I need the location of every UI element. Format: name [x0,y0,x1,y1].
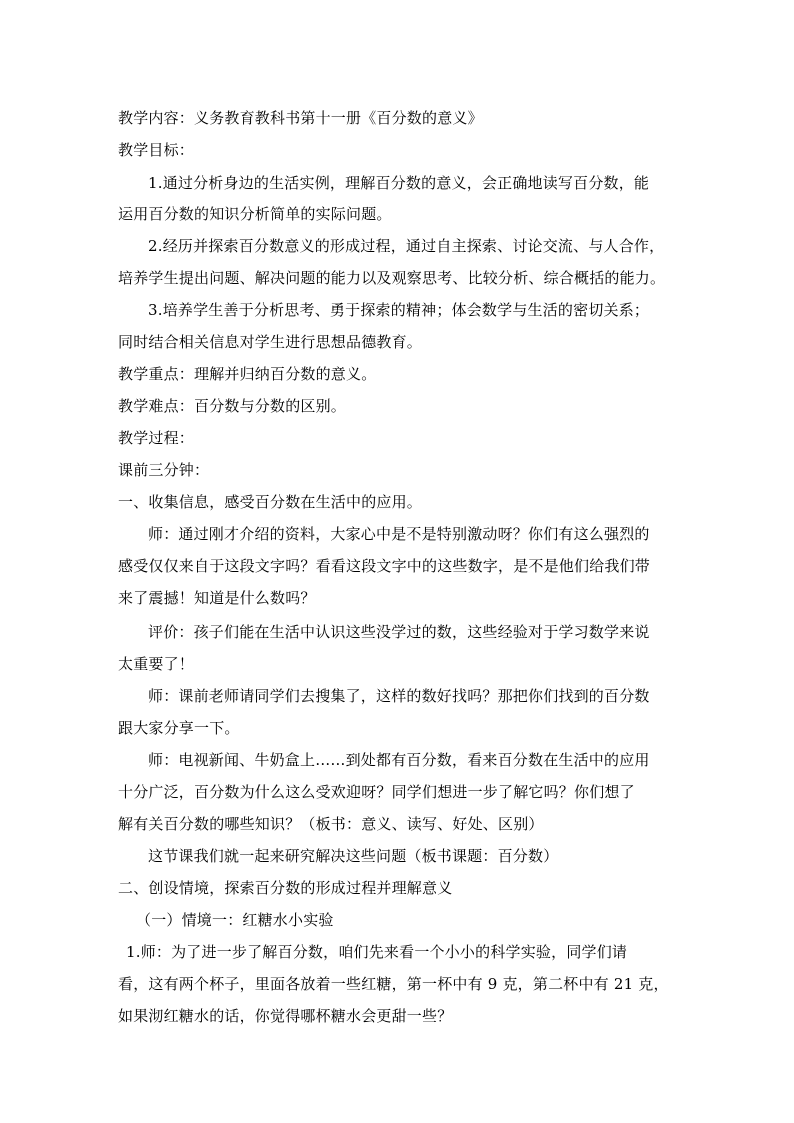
section-1-heading: 一、收集信息，感受百分数在生活中的应用。 [118,493,423,511]
teacher-para-1-line-2: 感受仅仅来自于这段文字吗？看看这段文字中的这些数字，是不是他们给我们带 [118,557,651,575]
goal-3-line-2: 同时结合相关信息对学生进行思想品德教育。 [118,333,423,351]
teaching-goals-heading: 教学目标： [118,141,195,159]
goal-2-line-2: 培养学生提出问题、解决问题的能力以及观察思考、比较分析、综合概括的能力。 [118,269,666,287]
experiment-line-3: 如果沏红糖水的话，你觉得哪杯糖水会更甜一些？ [118,1007,453,1025]
teacher-para-3-line-2: 十分广泛，百分数为什么这么受欢迎呀？同学们想进一步了解它吗？你们想了 [118,783,635,801]
pre-class-heading: 课前三分钟： [118,461,210,479]
teacher-para-3-line-3: 解有关百分数的哪些知识？（板书：意义、读写、好处、区别） [118,815,544,833]
experiment-line-2: 看，这有两个杯子，里面各放着一些红糖，第一杯中有 9 克，第二杯中有 21 克， [118,975,669,993]
experiment-line-1: 1.师：为了进一步了解百分数，咱们先来看一个小小的科学实验，同学们请 [126,943,628,961]
goal-1-line-1: 1.通过分析身边的生活实例，理解百分数的意义，会正确地读写百分数，能 [148,174,650,192]
teaching-content-line: 教学内容：义务教育教科书第十一册《百分数的意义》 [118,109,483,127]
teacher-para-1-line-1: 师：通过刚才介绍的资料，大家心中是不是特别激动呀？你们有这么强烈的 [148,525,650,543]
evaluation-line-1: 评价：孩子们能在生活中认识这些没学过的数，这些经验对于学习数学来说 [148,623,650,641]
section-2-heading: 二、创设情境，探索百分数的形成过程并理解意义 [118,879,453,897]
teacher-para-2-line-1: 师：课前老师请同学们去搜集了，这样的数好找吗？那把你们找到的百分数 [148,687,650,705]
lesson-intro-line: 这节课我们就一起来研究解决这些问题（板书课题：百分数） [148,847,559,865]
evaluation-line-2: 太重要了！ [118,655,195,673]
teaching-process-heading: 教学过程： [118,429,195,447]
goal-1-line-2: 运用百分数的知识分析简单的实际问题。 [118,205,392,223]
goal-2-line-1: 2.经历并探索百分数意义的形成过程，通过自主探索、讨论交流、与人合作， [148,237,665,255]
scenario-1-heading: （一）情境一：红糖水小实验 [136,911,334,929]
teaching-focus-line: 教学重点：理解并归纳百分数的意义。 [118,365,377,383]
teacher-para-1-line-3: 来了震撼！知道是什么数吗？ [118,589,316,607]
teaching-difficulty-line: 教学难点：百分数与分数的区别。 [118,397,347,415]
teacher-para-2-line-2: 跟大家分享一下。 [118,719,240,737]
goal-3-line-1: 3.培养学生善于分析思考、勇于探索的精神；体会数学与生活的密切关系； [148,301,650,319]
teacher-para-3-line-1: 师：电视新闻、牛奶盒上……到处都有百分数，看来百分数在生活中的应用 [148,751,650,769]
